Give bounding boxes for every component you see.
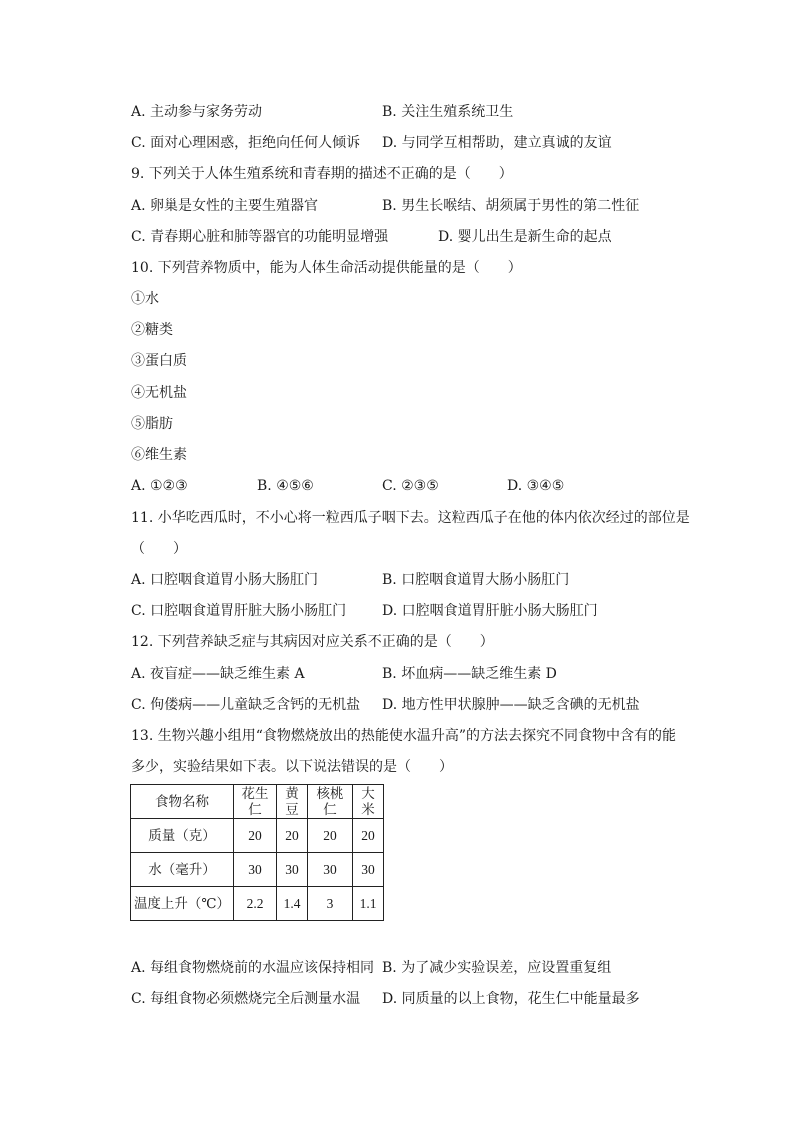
q8-option-b: B. 关注生殖系统卫生 bbox=[382, 104, 514, 120]
q12-option-a: A. 夜盲症——缺乏维生素 A bbox=[131, 666, 305, 682]
q11-option-a: A. 口腔咽食道胃小肠大肠肛门 bbox=[131, 572, 319, 588]
q13-option-c: C. 每组食物必须燃烧完全后测量水温 bbox=[131, 991, 361, 1007]
q11-option-d: D. 口腔咽食道胃肝脏小肠大肠肛门 bbox=[382, 603, 598, 619]
q12-option-c: C. 佝偻病——儿童缺乏含钙的无机盐 bbox=[131, 697, 361, 713]
table-cell: 20 bbox=[353, 819, 384, 853]
q8-option-a: A. 主动参与家务劳动 bbox=[131, 104, 263, 120]
table-cell: 3 bbox=[308, 887, 353, 921]
q11-stem-continued: （ ） bbox=[131, 541, 187, 557]
q11-option-c: C. 口腔咽食道胃肝脏大肠小肠肛门 bbox=[131, 603, 347, 619]
q8-option-d: D. 与同学互相帮助，建立真诚的友谊 bbox=[382, 135, 612, 151]
q9-option-d: D. 婴儿出生是新生命的起点 bbox=[438, 229, 612, 245]
q11-stem: 11. 小华吃西瓜时，不小心将一粒西瓜子咽下去。这粒西瓜子在他的体内依次经过的部位是 bbox=[131, 510, 690, 526]
table-row bbox=[131, 853, 384, 887]
table-cell: 1.4 bbox=[277, 887, 308, 921]
table-header-cell: 花生仁 bbox=[234, 785, 277, 819]
table-cell: 30 bbox=[277, 853, 308, 887]
q12-option-b: B. 坏血病——缺乏维生素 D bbox=[382, 666, 557, 682]
q12-option-d: D. 地方性甲状腺肿——缺乏含碘的无机盐 bbox=[382, 697, 640, 713]
table-cell: 水（毫升） bbox=[131, 853, 234, 887]
q10-option-b: B. ④⑤⑥ bbox=[257, 478, 314, 494]
table-header-cell: 大米 bbox=[353, 785, 384, 819]
q10-stem: 10. 下列营养物质中，能为人体生命活动提供能量的是（ ） bbox=[131, 260, 522, 276]
table-header-row bbox=[131, 785, 384, 819]
q9-stem: 9. 下列关于人体生殖系统和青春期的描述不正确的是（ ） bbox=[131, 166, 513, 182]
table-row bbox=[131, 819, 384, 853]
q13-option-b: B. 为了减少实验误差，应设置重复组 bbox=[382, 960, 612, 976]
q10-item: ④无机盐 bbox=[131, 385, 187, 401]
q12-stem: 12. 下列营养缺乏症与其病因对应关系不正确的是（ ） bbox=[131, 634, 494, 650]
table-cell: 1.1 bbox=[353, 887, 384, 921]
q9-option-a: A. 卵巢是女性的主要生殖器官 bbox=[131, 198, 319, 214]
q13-option-d: D. 同质量的以上食物，花生仁中能量最多 bbox=[382, 991, 640, 1007]
q10-item: ③蛋白质 bbox=[131, 353, 187, 369]
table-cell: 温度上升（℃） bbox=[131, 887, 234, 921]
q9-option-c: C. 青春期心脏和肺等器官的功能明显增强 bbox=[131, 229, 389, 245]
q10-item: ①水 bbox=[131, 291, 159, 307]
experiment-results-table bbox=[130, 784, 384, 921]
table-cell: 20 bbox=[308, 819, 353, 853]
q13-option-a: A. 每组食物燃烧前的水温应该保持相同 bbox=[131, 960, 375, 976]
q13-stem-continued: 多少，实验结果如下表。以下说法错误的是（ ） bbox=[131, 759, 453, 775]
table-cell: 30 bbox=[353, 853, 384, 887]
q10-item: ⑤脂肪 bbox=[131, 416, 173, 432]
table-header-cell: 食物名称 bbox=[131, 785, 234, 819]
q13-stem: 13. 生物兴趣小组用“食物燃烧放出的热能使水温升高”的方法去探究不同食物中含有的能 bbox=[131, 728, 677, 744]
q10-item: ②糖类 bbox=[131, 322, 173, 338]
table-cell: 30 bbox=[234, 853, 277, 887]
table-cell: 质量（克） bbox=[131, 819, 234, 853]
table-cell: 20 bbox=[277, 819, 308, 853]
q10-option-c: C. ②③⑤ bbox=[382, 478, 439, 494]
table-cell: 2.2 bbox=[234, 887, 277, 921]
q10-item: ⑥维生素 bbox=[131, 447, 187, 463]
q10-option-a: A. ①②③ bbox=[131, 478, 188, 494]
table-cell: 30 bbox=[308, 853, 353, 887]
table-row bbox=[131, 887, 384, 921]
q8-option-c: C. 面对心理困惑，拒绝向任何人倾诉 bbox=[131, 135, 361, 151]
table-header-cell: 黄豆 bbox=[277, 785, 308, 819]
q10-option-d: D. ③④⑤ bbox=[507, 478, 565, 494]
q11-option-b: B. 口腔咽食道胃大肠小肠肛门 bbox=[382, 572, 570, 588]
q9-option-b: B. 男生长喉结、胡须属于男性的第二性征 bbox=[382, 198, 640, 214]
table-header-cell: 核桃仁 bbox=[308, 785, 353, 819]
table-cell: 20 bbox=[234, 819, 277, 853]
